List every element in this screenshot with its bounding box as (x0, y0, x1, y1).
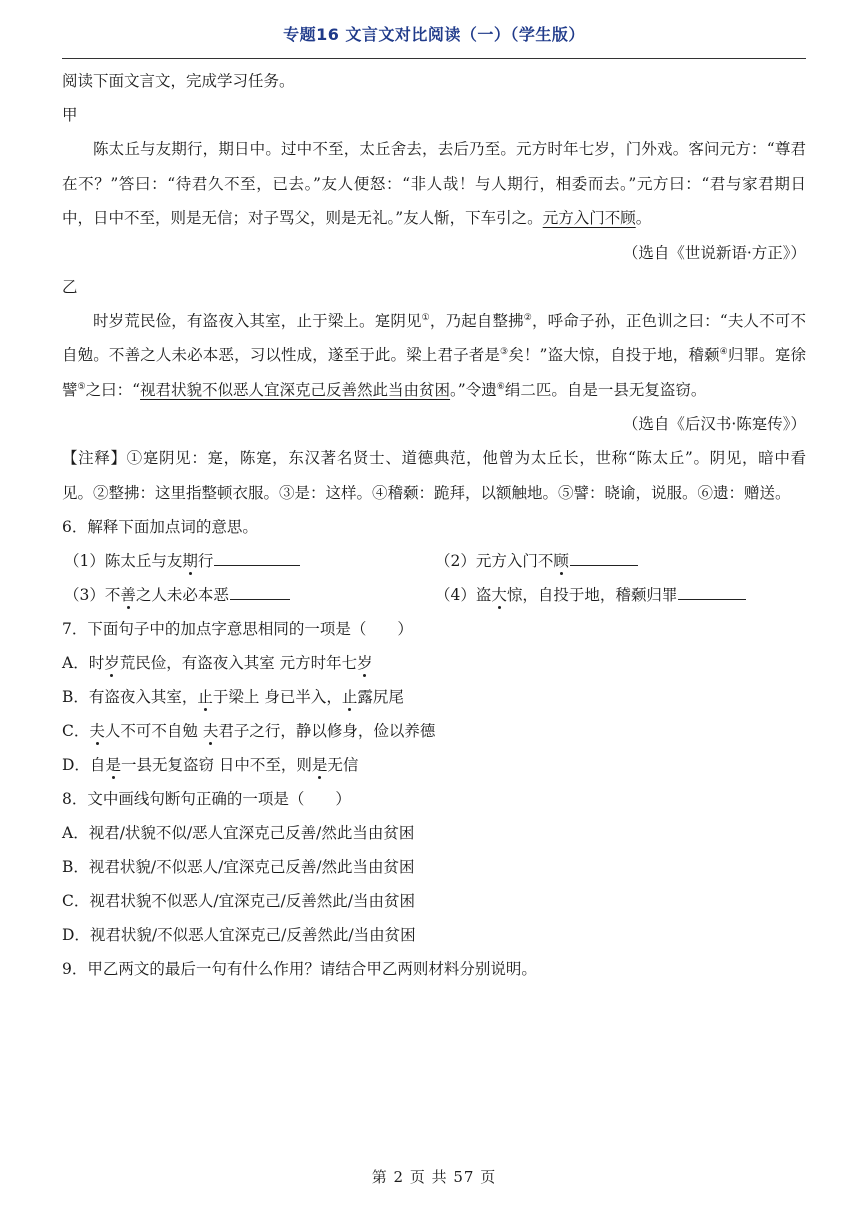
passage-b-segment: 时岁荒民俭，有盗夜入其室，止于梁上。寔阴见 (93, 311, 422, 330)
dotted-word: 止 (197, 688, 213, 706)
item-text: （1）陈太丘与友 (64, 552, 183, 570)
reading-instruction: 阅读下面文言文，完成学习任务。 (62, 72, 295, 90)
passage-a-underlined-sentence: 元方入门不顾 (542, 209, 636, 227)
question-8-option-b[interactable]: B．视君状貌/不似恶人/宜深克己反善/然此当由贫困 (62, 858, 415, 876)
question-6-item-2 (435, 544, 806, 578)
passage-a-source: （选自《世说新语·方正》） (622, 243, 806, 262)
question-7-stem: 7．下面句子中的加点字意思相同的一项是（ ） (62, 620, 413, 638)
passage-b-segment: 矣！”盗大惊，自投于地，稽颡 (508, 346, 720, 364)
question-7-option-c[interactable] (62, 714, 806, 748)
option-text: D．自 (62, 756, 106, 774)
dotted-word: 大 (491, 586, 507, 604)
passage-b-segment: ，乃起自整拂 (429, 311, 524, 330)
option-text: C． (62, 722, 90, 740)
question-7-option-d[interactable] (62, 748, 806, 782)
document-header-title: 专题16 文言文对比阅读（一）（学生版） (283, 25, 585, 44)
option-text: 无信 (327, 756, 359, 774)
dotted-word: 岁 (104, 654, 120, 672)
passage-a-end: 。 (635, 209, 652, 227)
option-text: 人不可不自勉 (104, 722, 203, 740)
question-8-stem: 8．文中画线句断句正确的一项是（ ） (62, 790, 351, 808)
question-6-row-1 (62, 544, 806, 578)
option-text: 一县无复盗窃 日中不至，则 (120, 756, 312, 774)
footnote-marker: ③ (500, 346, 509, 357)
passage-b-underlined-sentence: 视君状貌不似恶人宜深克己反善然此当由贫困 (140, 380, 451, 399)
passage-b-label: 乙 (62, 277, 78, 296)
dotted-word: 期 (182, 552, 198, 570)
footnote-marker: ⑤ (77, 381, 86, 392)
footnote-marker: ④ (719, 346, 728, 357)
footnote-marker: ② (523, 312, 532, 323)
dotted-word: 顾 (553, 552, 569, 570)
item-text: （3）不 (64, 586, 121, 604)
dotted-word: 止 (341, 688, 358, 706)
dotted-word: 岁 (357, 654, 373, 672)
passage-b-segment: ，呼命子孙，正色训之曰：“夫人不可不自勉。不善之人未必本恶，习以性成，遂至于此。梁上君子者是 (62, 311, 806, 364)
answer-blank[interactable] (678, 583, 746, 600)
notes-label: 【注释】 (62, 449, 127, 467)
question-8-option-c[interactable]: C．视君状貌不似恶人/宜深克己/反善然此/当由贫困 (62, 892, 416, 910)
passage-a-label: 甲 (62, 106, 78, 124)
passage-a-body: 陈太丘与友期行，期日中。过中不至，太丘舍去，去后乃至。元方时年七岁，门外戏。客问元方：“尊君在不？”答曰：“待君久不至，已去。”友人便怒：“非人哉！与人期行，相委而去。”元方曰：“君与家君期日中，日中不至，则是无信；对子骂父，则是无礼。”友人惭，下车引之。 (62, 140, 806, 227)
page-number-footer: 第 2 页 共 57 页 (371, 1168, 497, 1186)
dotted-word: 夫 (202, 722, 219, 740)
answer-blank[interactable] (214, 549, 300, 566)
passage-b-segment: 绢二匹。自是一县无复盗窃。 (504, 380, 707, 399)
question-7-option-a[interactable] (62, 646, 806, 680)
item-text: 惊，自投于地，稽颡归罪 (506, 586, 678, 604)
option-text: A．时 (62, 654, 105, 672)
option-text: 君子之行，静以修身，俭以养德 (218, 722, 436, 740)
passage-b-segment: 。”令遗 (450, 380, 497, 399)
item-text: （2）元方入门不 (435, 552, 554, 570)
notes-text: ①寔阴见：寔，陈寔，东汉著名贤士、道德典范，他曾为太丘长，世称“陈太丘”。阴见，暗中看见。②整拂：这里指整顿衣服。③是：这样。④稽颡：跪拜，以额触地。⑤譬：晓谕，说服。⑥遗：赠送。 (62, 449, 806, 502)
question-8-option-a[interactable]: A．视君/状貌不似/恶人宜深克己反善/然此当由贫困 (62, 824, 415, 842)
annotation-notes (62, 441, 806, 510)
question-6-stem: 6．解释下面加点词的意思。 (62, 518, 258, 536)
footnote-marker: ① (421, 312, 430, 323)
passage-b-text (62, 304, 806, 408)
dotted-word: 夫 (89, 722, 105, 740)
question-6-item-4 (435, 578, 806, 612)
item-text: 之人未必本恶 (135, 586, 229, 604)
answer-blank[interactable] (230, 583, 290, 600)
dotted-word: 是 (311, 756, 328, 774)
dotted-word: 是 (105, 756, 121, 774)
option-text: 露尻尾 (357, 688, 404, 706)
passage-b-segment: 归罪。寔徐譬 (62, 346, 806, 399)
question-9-stem: 9．甲乙两文的最后一句有什么作用？请结合甲乙两则材料分别说明。 (62, 960, 537, 978)
item-text: （4）盗 (435, 586, 492, 604)
question-7-option-b[interactable] (62, 680, 806, 714)
question-6-item-1 (62, 544, 435, 578)
answer-blank[interactable] (570, 549, 638, 566)
option-text: 于梁上 身已半入， (212, 688, 342, 706)
passage-b-segment: 之曰：“ (85, 380, 141, 399)
option-text: B．有盗夜入其室， (62, 688, 198, 706)
footnote-marker: ⑥ (496, 381, 505, 392)
option-text: 荒民俭，有盗夜入其室 元方时年七 (119, 654, 358, 672)
question-8-option-d[interactable]: D．视君状貌/不似恶人宜深克己/反善然此/当由贫困 (62, 926, 416, 944)
question-6-item-3 (62, 578, 435, 612)
passage-b-source: （选自《后汉书·陈寔传》） (622, 415, 806, 433)
passage-a-text (62, 132, 806, 236)
item-text: 行 (197, 552, 214, 570)
header-divider (62, 58, 806, 59)
question-6-row-2 (62, 578, 806, 612)
dotted-word: 善 (120, 586, 136, 604)
page-content (62, 64, 806, 986)
